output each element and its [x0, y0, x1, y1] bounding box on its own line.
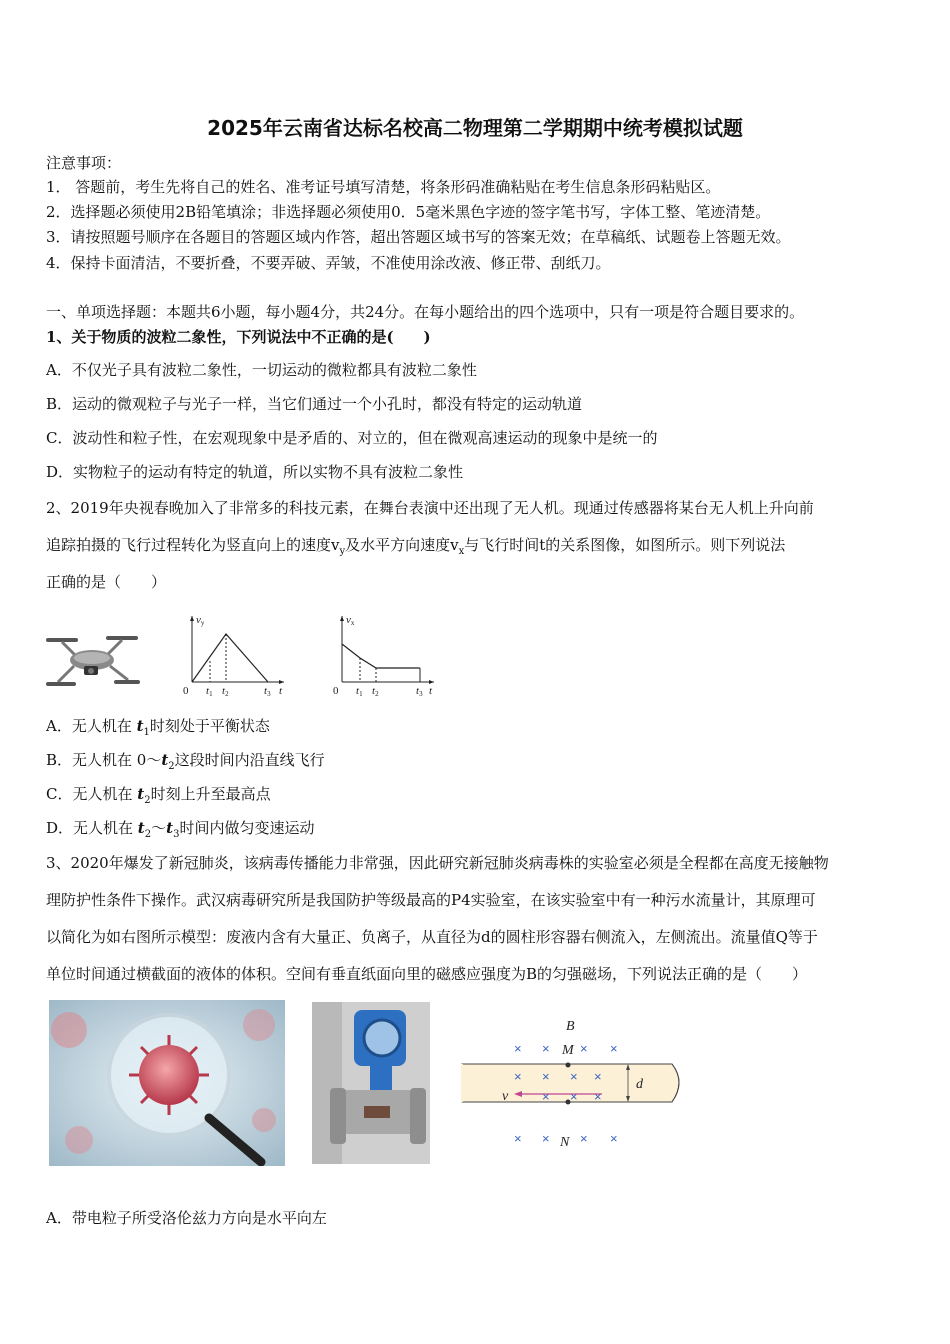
q1-option-a: A．不仅光子具有波粒二象性，一切运动的微粒都具有波粒二象性 — [46, 361, 477, 379]
q2-option-a: A．无人机在 $t_1$时刻处于平衡状态 — [46, 717, 270, 738]
section-heading: 一、单项选择题：本题共6小题，每小题4分，共24分。在每小题给出的四个选项中，只有一项是符合题目要求的。 — [46, 303, 805, 321]
svg-text:×: × — [514, 1041, 522, 1056]
question-1-stem: 1、关于物质的波粒二象性，下列说法中不正确的是( ) — [46, 328, 431, 346]
origin-label: 0 — [183, 685, 189, 697]
drone-image — [44, 628, 142, 692]
tick-t1: t1 — [356, 685, 363, 698]
q1-option-b: B．运动的微观粒子与光子一样，当它们通过一个小孔时，都没有特定的运动轨道 — [46, 395, 583, 413]
vx-time-graph — [330, 612, 440, 698]
question-2-stem-line2: 追踪拍摄的飞行过程转化为竖直向上的速度$v_y$及水平方向速度$v_x$与飞行时间t的关系图像，如图所示。则下列说法 — [46, 536, 786, 557]
q2-option-c: C．无人机在 $t_2$时刻上升至最高点 — [46, 785, 271, 806]
svg-text:×: × — [594, 1069, 602, 1084]
notice-item: 2．选择题必须使用2B铅笔填涂；非选择题必须使用0．5毫米黑色字迹的签字笔书写，字体工整、笔迹清楚。 — [46, 203, 771, 221]
svg-text:×: × — [542, 1041, 550, 1056]
question-3-stem-line4: 单位时间通过横截面的液体的体积。空间有垂直纸面向里的磁感应强度为B的匀强磁场，下列说法正确的是（ ） — [46, 965, 808, 983]
vy-curve — [192, 634, 268, 682]
svg-text:×: × — [570, 1069, 578, 1084]
q1-option-c: C．波动性和粒子性，在宏观现象中是矛盾的、对立的，但在微观高速运动的现象中是统一的 — [46, 429, 658, 447]
tick-t3: t3 — [264, 685, 271, 698]
svg-text:×: × — [542, 1089, 550, 1104]
magnetic-field-diagram — [456, 1012, 692, 1160]
vx-axis-label: vx — [346, 614, 355, 627]
tick-t2: t2 — [372, 685, 379, 698]
flowmeter-photo — [312, 1002, 430, 1164]
svg-text:×: × — [594, 1089, 602, 1104]
question-2-stem-line3: 正确的是（ ） — [46, 573, 167, 591]
vx-curve — [342, 644, 420, 668]
vy-time-graph — [180, 612, 290, 698]
notice-item: 1． 答题前，考生先将自己的姓名、准考证号填写清楚，将条形码准确粘贴在考生信息条形码粘贴区。 — [46, 178, 721, 196]
tick-t3: t3 — [416, 685, 423, 698]
tick-t2: t2 — [222, 685, 229, 698]
virus-photo — [49, 1000, 285, 1166]
question-3-stem-line3: 以简化为如右图所示模型：废液内含有大量正、负离子，从直径为d的圆柱形容器右侧流入，左侧流出。流量值Q等于 — [46, 928, 818, 946]
svg-text:×: × — [514, 1069, 522, 1084]
vy-axis-label: vy — [196, 614, 205, 627]
x-axis-label: t — [279, 685, 283, 697]
q3-option-a: A．带电粒子所受洛伦兹力方向是水平向左 — [46, 1209, 327, 1227]
svg-text:×: × — [580, 1041, 588, 1056]
diameter-label: d — [636, 1077, 643, 1092]
svg-text:×: × — [542, 1131, 550, 1146]
electrode-n-label: N — [560, 1135, 570, 1150]
svg-text:×: × — [542, 1069, 550, 1084]
q1-option-d: D．实物粒子的运动有特定的轨道，所以实物不具有波粒二象性 — [46, 463, 464, 481]
tick-t1: t1 — [206, 685, 213, 698]
q2-option-b: B．无人机在 $0\sim t_2$这段时间内沿直线飞行 — [46, 751, 325, 772]
question-3-stem-line2: 理防护性条件下操作。武汉病毒研究所是我国防护等级最高的P4实验室，在该实验室中有一种污水流量计，其原理可 — [46, 891, 816, 909]
page-title: 2025年云南省达标名校高二物理第二学期期中统考模拟试题 — [207, 116, 743, 140]
question-2-stem-line1: 2、2019年央视春晚加入了非常多的科技元素，在舞台表演中还出现了无人机。现通过传感器将某台无人机上升向前 — [46, 499, 814, 517]
svg-text:×: × — [580, 1131, 588, 1146]
x-axis-label: t — [429, 685, 433, 697]
svg-text:×: × — [570, 1089, 578, 1104]
notice-item: 4．保持卡面清洁，不要折叠，不要弄破、弄皱，不准使用涂改液、修正带、刮纸刀。 — [46, 254, 611, 272]
question-3-stem-line1: 3、2020年爆发了新冠肺炎，该病毒传播能力非常强，因此研究新冠肺炎病毒株的实验室必须是全程都在高度无接触物 — [46, 854, 829, 872]
velocity-label: v — [502, 1089, 509, 1104]
notice-item: 3．请按照题号顺序在各题目的答题区域内作答，超出答题区域书写的答案无效；在草稿纸、试题卷上答题无效。 — [46, 228, 791, 246]
q2-option-d: D．无人机在 $t_2\sim t_3$时间内做匀变速运动 — [46, 819, 315, 840]
notice-heading: 注意事项： — [46, 154, 122, 172]
b-field-label: B — [566, 1019, 575, 1034]
svg-text:×: × — [610, 1131, 618, 1146]
origin-label: 0 — [333, 685, 339, 697]
svg-text:×: × — [610, 1041, 618, 1056]
electrode-m-label: M — [562, 1043, 574, 1058]
svg-text:×: × — [514, 1131, 522, 1146]
